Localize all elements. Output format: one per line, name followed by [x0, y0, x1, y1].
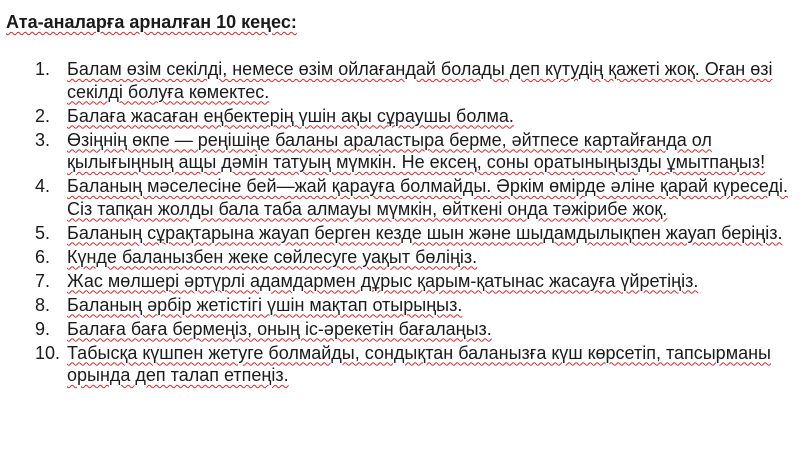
list-item: [0, 318, 806, 341]
list-item-number: 5.: [35, 222, 51, 243]
list-item-number: 9.: [35, 318, 51, 339]
list-item-number: 7.: [35, 270, 51, 291]
list-item: [0, 129, 806, 174]
list-item-number: 10.: [35, 342, 61, 363]
list-item: [0, 294, 806, 317]
list-item: [0, 58, 806, 103]
list-item-text: Баланың мәселесіне бей—жай қарауға болмайды. Әркім өмірде әліне қарай күреседі. Сіз тапқан жолды бала таба алмауы мүмкін, өйткені онда тәжірибе жоқ.: [67, 176, 789, 219]
list-item-text: Табысқа күшпен жетуге болмайды, сондықтан баланызға күш көрсетіп, тапсырманы орында деп талап етпеңіз.: [67, 342, 771, 385]
list-item-text: Балаға баға бермеңіз, оның іс-әрекетін бағалаңыз.: [67, 318, 492, 339]
list-item-text: Күнде баланызбен жеке сөйлесуге уақыт бөліңіз.: [67, 246, 478, 267]
list-item-text: Өзіңнің өкпе — реңішіңе баланы араластыра берме, әйтпесе картайғанда ол қылығыңның ащы дәмін татуың мүмкін. Не ексең, соны оратыныңызды ұмытпаңыз!: [67, 129, 766, 172]
advice-list: [0, 58, 806, 388]
list-item-text: Баланың сұрақтарына жауап берген кезде шын және шыдамдылықпен жауап беріңіз.: [67, 222, 783, 243]
list-item-number: 2.: [35, 105, 51, 126]
list-item-number: 8.: [35, 294, 51, 315]
list-item: [0, 270, 806, 293]
list-item-text: Балам өзім секілді, немесе өзім ойлағандай болады деп күтудің қажеті жоқ. Оған өзі секілді болуға көмектес.: [67, 59, 773, 102]
list-item-text: Балаға жасаған еңбектерің үшін ақы сұраушы болма.: [67, 105, 514, 126]
list-item-number: 1.: [35, 59, 51, 79]
list-item: [0, 175, 806, 220]
list-item: [0, 222, 806, 245]
list-item-text: Баланың әрбір жетістігі үшін мақтап отырыңыз.: [67, 294, 463, 315]
list-item-number: 6.: [35, 246, 51, 267]
document-title: Ата-аналарға арналған 10 кеңес:: [6, 12, 297, 32]
list-item-number: 3.: [35, 129, 51, 150]
list-item: [0, 246, 806, 269]
list-item: [0, 105, 806, 128]
list-item-text: Жас мөлшері әртүрлі адамдармен дұрыс қарым-қатынас жасауға үйретіңіз.: [67, 270, 699, 291]
list-item: [0, 342, 806, 387]
list-item-number: 4.: [35, 176, 51, 196]
